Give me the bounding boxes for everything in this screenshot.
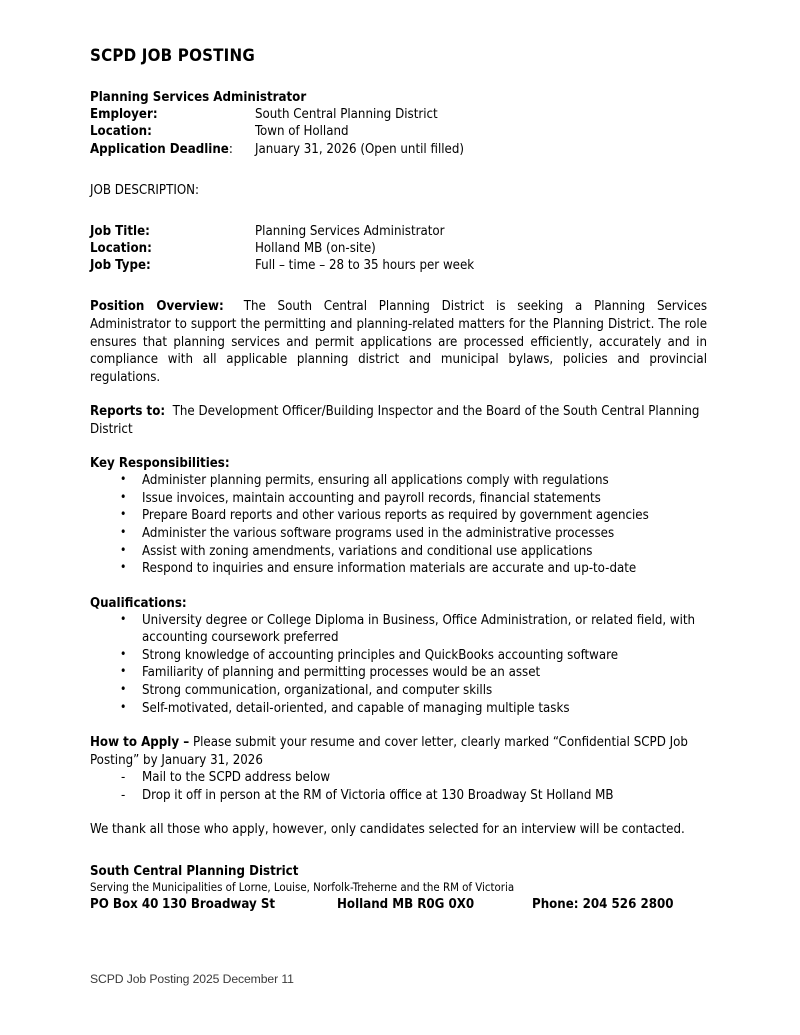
list-item: • Familiarity of planning and permitting processes would be an asset: [90, 664, 707, 682]
qualifications-heading: Qualifications:: [90, 595, 187, 611]
summary-row-employer: [90, 106, 707, 123]
list-item: • University degree or College Diploma in Business, Office Administration, or related field, with accounting coursework preferred: [90, 612, 707, 647]
job-row-location-value: Holland MB (on-site): [255, 241, 376, 257]
list-item: - Drop it off in person at the RM of Victoria office at 130 Broadway St Holland MB: [90, 787, 707, 805]
list-item: • Respond to inquiries and ensure information materials are accurate and up-to-date: [90, 560, 707, 578]
organization-address-line: [90, 896, 707, 913]
job-row-title-value: Planning Services Administrator: [255, 223, 445, 239]
document-body: [90, 0, 707, 913]
list-item: • Administer planning permits, ensuring all applications comply with regulations: [90, 472, 707, 490]
reports-to-body: The Development Officer/Building Inspector and the Board of the South Central Planning District: [90, 404, 700, 437]
contact-phone: Phone: 204 526 2800: [532, 896, 674, 912]
job-row-type-label: Job Type:: [90, 258, 151, 274]
summary-row-location: [90, 123, 707, 140]
contact-block: [90, 863, 707, 913]
address-po-box: PO Box 40: [90, 896, 159, 912]
address-street: 130 Broadway St: [162, 896, 276, 912]
reports-to-paragraph: [90, 403, 707, 438]
summary-row-deadline-label: Application Deadline:: [90, 141, 233, 157]
summary-row-deadline-value: January 31, 2026 (Open until filled): [255, 141, 464, 157]
qualifications-list: [90, 612, 707, 717]
how-to-apply-paragraph: [90, 734, 707, 769]
list-item: - Mail to the SCPD address below: [90, 769, 707, 787]
summary-row-employer-value: South Central Planning District: [255, 107, 438, 123]
list-item: • Strong communication, organizational, and computer skills: [90, 682, 707, 700]
summary-row-deadline-colon: :: [228, 141, 233, 157]
summary-row-employer-label: Employer:: [90, 107, 158, 123]
list-item: • Assist with zoning amendments, variations and conditional use applications: [90, 543, 707, 561]
job-row-type: [90, 257, 707, 274]
job-description-heading: JOB DESCRIPTION:: [90, 182, 200, 198]
page-footer: SCPD Job Posting 2025 December 11: [90, 972, 294, 986]
how-to-apply-list: [90, 769, 707, 804]
list-item: • Self-motivated, detail-oriented, and capable of managing multiple tasks: [90, 700, 707, 718]
job-description-block: [90, 223, 707, 274]
summary-row-location-value: Town of Holland: [255, 124, 349, 140]
list-item: • Administer the various software programs used in the administrative processes: [90, 525, 707, 543]
summary-row-deadline: [90, 141, 707, 158]
key-responsibilities-heading: Key Responsibilities:: [90, 456, 230, 472]
address-city-postal: Holland MB R0G 0X0: [337, 896, 475, 912]
how-to-apply-body: Please submit your resume and cover letter, clearly marked “Confidential SCPD Job Posting” by January 31, 2026: [90, 735, 688, 768]
page-title: SCPD JOB POSTING: [90, 45, 255, 65]
list-item: • Issue invoices, maintain accounting and payroll records, financial statements: [90, 490, 707, 508]
organization-serving-line: Serving the Municipalities of Lorne, Louise, Norfolk-Treherne and the RM of Victoria: [90, 880, 515, 895]
organization-name: South Central Planning District: [90, 863, 299, 879]
position-overview-lead: Position Overview:: [90, 299, 224, 315]
list-item: • Prepare Board reports and other various reports as required by government agencies: [90, 507, 707, 525]
reports-to-lead: Reports to:: [90, 404, 166, 420]
job-row-location-label: Location:: [90, 241, 152, 257]
job-row-title: [90, 223, 707, 240]
job-row-title-label: Job Title:: [90, 223, 150, 239]
summary-position-title: Planning Services Administrator: [90, 90, 307, 106]
summary-block: [90, 89, 707, 158]
key-responsibilities-list: [90, 472, 707, 577]
position-overview-body: The South Central Planning District is seeking a Planning Services Administrator to support the permitting and planning-related matters for the Planning District. The role ensures that planning services and permit applications are processed efficiently, accurately and in compliance with all applicable planning district and municipal bylaws, policies and provincial regulations.: [90, 299, 707, 385]
job-row-location: [90, 240, 707, 257]
closing-paragraph: We thank all those who apply, however, only candidates selected for an interview will be contacted.: [90, 822, 685, 838]
job-row-type-value: Full – time – 28 to 35 hours per week: [255, 258, 475, 274]
how-to-apply-lead: How to Apply –: [90, 735, 190, 751]
position-overview-paragraph: [90, 298, 707, 386]
list-item: • Strong knowledge of accounting principles and QuickBooks accounting software: [90, 647, 707, 665]
summary-row-location-label: Location:: [90, 124, 152, 140]
